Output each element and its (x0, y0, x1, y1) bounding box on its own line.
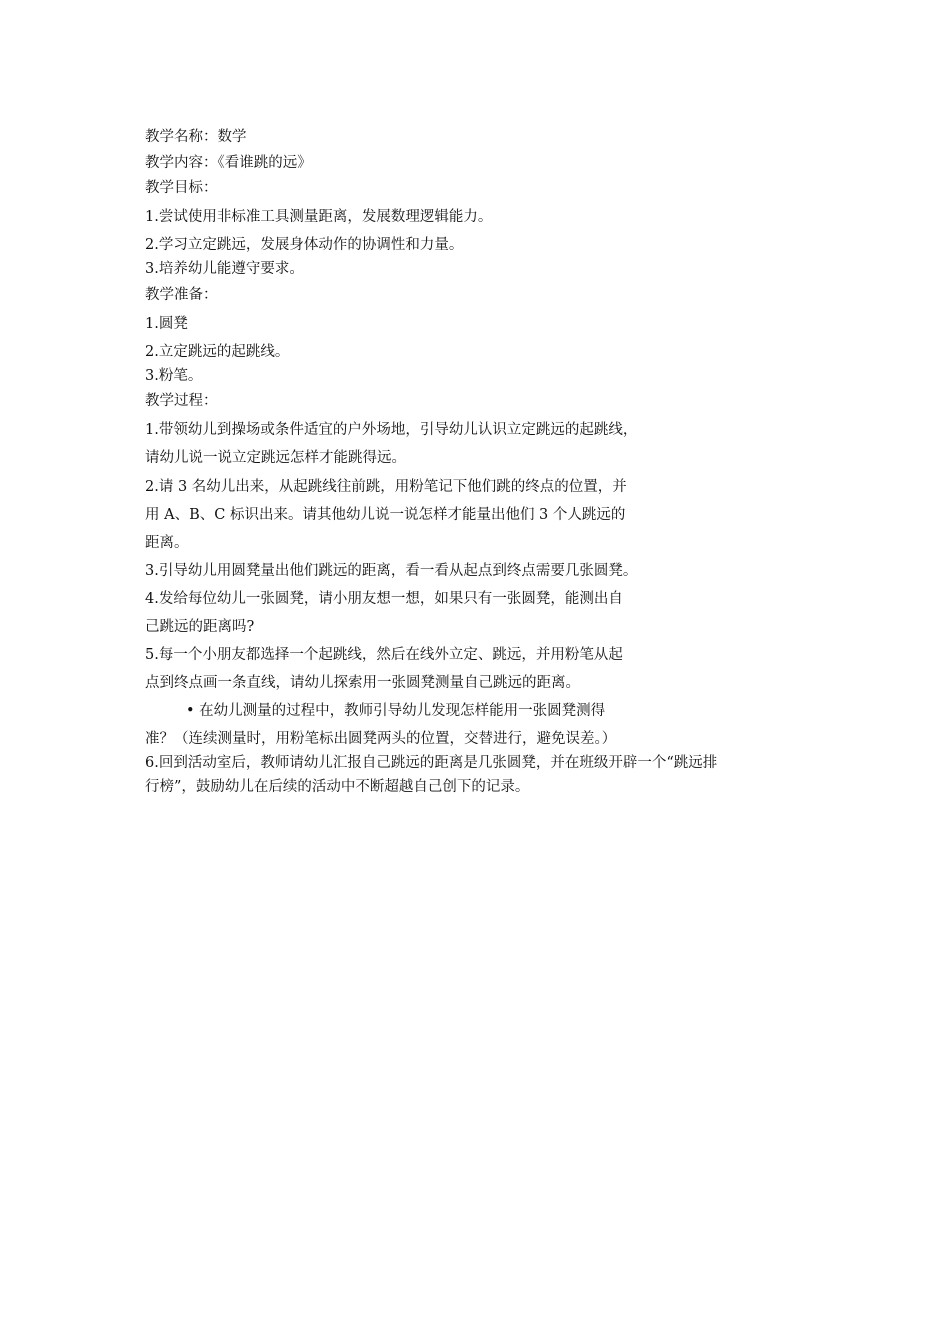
preparation-item-3: 3.粉笔。 (145, 368, 203, 384)
goal-item-3: 3.培养幼儿能遵守要求。 (145, 261, 304, 277)
process-step-4-line-2: 己跳远的距离吗? (145, 619, 255, 635)
process-step-1-line-2: 请幼儿说一说立定跳远怎样才能跳得远。 (145, 450, 406, 466)
process-step-6-line-1: 6.回到活动室后，教师请幼儿汇报自己跳远的距离是几张圆凳，并在班级开辟一个“跳远排 (145, 755, 718, 771)
preparation-item-1: 1.圆凳 (145, 316, 188, 332)
process-step-2-line-3: 距离。 (145, 535, 189, 551)
process-step-5-line-2: 点到终点画一条直线，请幼儿探索用一张圆凳测量自己跳远的距离。 (145, 675, 580, 691)
goal-item-1: 1.尝试使用非标准工具测量距离，发展数理逻辑能力。 (145, 209, 493, 225)
process-step-3: 3.引导幼儿用圆凳量出他们跳远的距离，看一看从起点到终点需要几张圆凳。 (145, 563, 638, 579)
process-step-4-line-1: 4.发给每位幼儿一张圆凳，请小朋友想一想，如果只有一张圆凳，能测出自 (145, 591, 623, 607)
process-step-6-line-2: 行榜”，鼓励幼儿在后续的活动中不断超越自己创下的记录。 (145, 779, 530, 795)
preparation-item-2: 2.立定跳远的起跳线。 (145, 344, 290, 360)
text-line-teaching-content: 教学内容：《看谁跳的远》 (145, 155, 312, 171)
process-step-5-line-1: 5.每一个小朋友都选择一个起跳线，然后在线外立定、跳远，并用粉笔从起 (145, 647, 623, 663)
process-step-2-line-1: 2.请 3 名幼儿出来，从起跳线往前跳，用粉笔记下他们跳的终点的位置，并 (145, 479, 627, 495)
bullet-item-line-1: • 在幼儿测量的过程中，教师引导幼儿发现怎样能用一张圆凳测得 (186, 703, 606, 719)
process-step-1-line-1: 1.带领幼儿到操场或条件适宜的户外场地，引导幼儿认识立定跳远的起跳线， (145, 422, 638, 438)
heading-teaching-preparation: 教学准备： (145, 287, 218, 303)
bullet-item-line-2: 准？（连续测量时，用粉笔标出圆凳两头的位置，交替进行，避免误差。） (145, 731, 617, 747)
goal-item-2: 2.学习立定跳远，发展身体动作的协调性和力量。 (145, 237, 464, 253)
process-step-2-line-2: 用 A、B、C 标识出来。请其他幼儿说一说怎样才能量出他们 3 个人跳远的 (145, 507, 626, 523)
heading-teaching-goals: 教学目标： (145, 180, 218, 196)
text-line-teaching-name: 教学名称：数学 (145, 129, 247, 145)
heading-teaching-process: 教学过程： (145, 393, 218, 409)
